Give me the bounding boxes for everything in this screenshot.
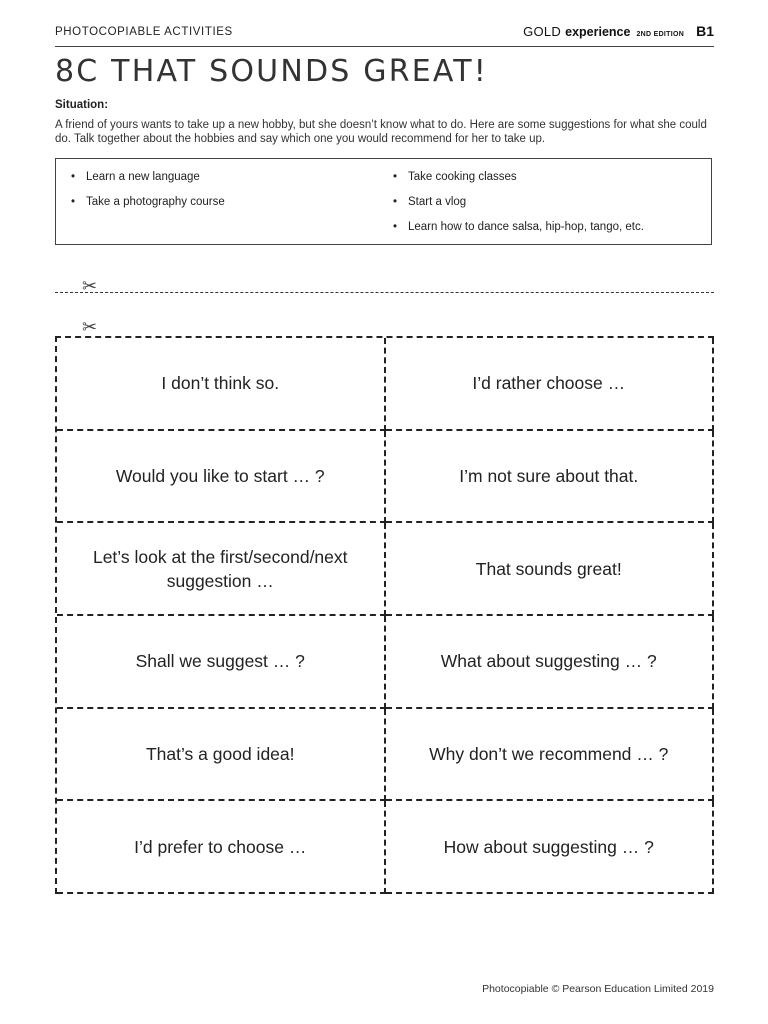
- phrase-card: I don’t think so.: [57, 338, 386, 431]
- suggestions-column-2: [393, 169, 644, 244]
- suggestion-text: Start a vlog: [408, 196, 467, 208]
- suggestion-item: [393, 219, 644, 244]
- phrase-card: Would you like to start … ?: [57, 431, 386, 524]
- phrase-card: I’m not sure about that.: [386, 431, 715, 524]
- brand-edition: 2ND EDITION: [636, 31, 685, 38]
- cut-line: [55, 292, 714, 293]
- bullet: •: [71, 171, 76, 183]
- phrase-card: How about suggesting … ?: [386, 801, 715, 894]
- bullet: •: [393, 171, 398, 183]
- brand-logo: [523, 23, 714, 39]
- phrase-cards-grid: [55, 336, 714, 894]
- suggestion-text: Take a photography course: [86, 196, 225, 208]
- suggestion-text: Learn how to dance salsa, hip-hop, tango, etc.: [408, 221, 644, 233]
- phrase-card: I’d rather choose …: [386, 338, 715, 431]
- header-label: PHOTOCOPIABLE ACTIVITIES: [55, 26, 233, 38]
- suggestion-item: [71, 169, 225, 194]
- copyright-footer: Photocopiable © Pearson Education Limited 2019: [482, 983, 714, 995]
- page-title: 8C THAT SOUNDS GREAT!: [55, 54, 489, 89]
- scissors-icon: ✂: [82, 317, 98, 337]
- suggestion-item: [71, 194, 225, 219]
- scissors-icon: ✂: [82, 276, 98, 296]
- level-badge: B1: [696, 23, 714, 39]
- suggestions-box: [55, 158, 712, 245]
- suggestion-item: [393, 194, 644, 219]
- situation-label: Situation:: [55, 99, 109, 111]
- phrase-card: That’s a good idea!: [57, 709, 386, 802]
- phrase-card: Shall we suggest … ?: [57, 616, 386, 709]
- brand-experience: experience: [565, 25, 631, 39]
- brand-gold: GOLD: [523, 24, 562, 39]
- page-header: [55, 22, 714, 47]
- suggestion-text: Take cooking classes: [408, 171, 517, 183]
- phrase-card: Why don’t we recommend … ?: [386, 709, 715, 802]
- bullet: •: [393, 196, 398, 208]
- phrase-card: What about suggesting … ?: [386, 616, 715, 709]
- suggestions-column-1: [71, 169, 225, 219]
- phrase-card: I’d prefer to choose …: [57, 801, 386, 894]
- bullet: •: [393, 221, 398, 233]
- phrase-card: Let’s look at the first/second/next suggestion …: [57, 523, 386, 616]
- bullet: •: [71, 196, 76, 208]
- phrase-card: That sounds great!: [386, 523, 715, 616]
- situation-text: A friend of yours wants to take up a new hobby, but she doesn’t know what to do. Here are some suggestions for what she could do. Talk together about the hobbies and say which one you would recommend for her to take up.: [55, 119, 707, 145]
- suggestion-item: [393, 169, 644, 194]
- suggestion-text: Learn a new language: [86, 171, 200, 183]
